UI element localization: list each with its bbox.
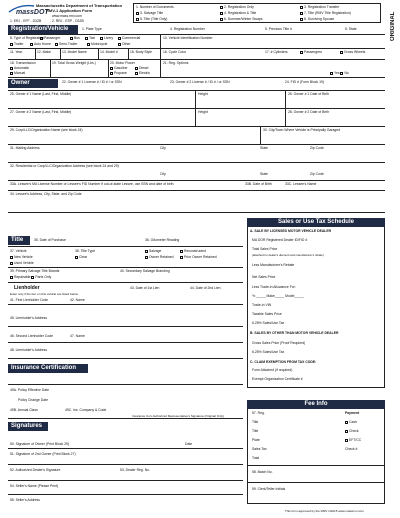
logo-text: massDOT: [16, 9, 49, 16]
owner1-sig-date: Date: [185, 442, 193, 446]
power-electric[interactable]: Electric: [139, 71, 151, 75]
second-lien-date-label: 44. Date of 2nd Lien: [190, 286, 221, 290]
seller-address-label: 55. Seller's Address: [10, 498, 40, 502]
checkbox[interactable]: [75, 256, 78, 259]
reg-type-autohome[interactable]: Auto Home: [34, 42, 51, 46]
tax-line-gross: Gross Sales Price (Proof Required): [252, 341, 306, 345]
power-gas[interactable]: Gasoline: [114, 66, 128, 70]
website: www.mass.rmv.com: [52, 14, 82, 18]
year-label: 11. Year: [10, 50, 23, 54]
sale-other-title: B. SALES BY OTHER THAN MOTOR VEHICLE DEALER: [250, 331, 339, 335]
model-number-label: 14. Model #: [100, 50, 118, 54]
brand-parts[interactable]: Parts Only: [35, 275, 52, 279]
checkbox[interactable]: [118, 43, 121, 46]
checkbox[interactable]: [85, 37, 88, 40]
title-type-label: 38. Title Type: [75, 249, 96, 253]
lienholder-address2-label: 48. Lienholder's Address: [10, 348, 48, 352]
checkbox[interactable]: [330, 72, 333, 75]
title-header: Title: [8, 236, 30, 245]
new-vehicle[interactable]: New Vehicle: [14, 255, 33, 259]
body-style-label: 15. Body Style: [130, 50, 152, 54]
res-state-label: State: [260, 172, 268, 176]
brand-repairable[interactable]: Repairable: [14, 275, 31, 279]
fee-title2-label: Title: [252, 429, 259, 433]
checkbox[interactable]: [345, 439, 348, 442]
make-label: 12. Make: [37, 50, 51, 54]
checkbox[interactable]: [300, 51, 303, 54]
tax-line-year-make: Yr._____ Make_____ Model_____: [252, 294, 304, 298]
checkbox[interactable]: [10, 67, 13, 70]
policy-change-label: Policy Change Date: [18, 398, 48, 402]
checkbox[interactable]: [345, 430, 348, 433]
exemption-title: C. CLAIM EXEMPTION FROM TAX CODE:: [250, 360, 317, 364]
checkbox[interactable]: [10, 43, 13, 46]
dealer-reg-label: 53. Dealer Reg. No.: [120, 468, 150, 472]
checkbox[interactable]: [135, 72, 138, 75]
checkbox[interactable]: [145, 250, 148, 253]
prev-title-label: 5. Previous Title #: [265, 27, 292, 31]
title-owner-retained[interactable]: Owner Retained: [149, 255, 174, 259]
checkbox[interactable]: [136, 18, 139, 21]
tax-line-other-tax: 6.25% Sales/Use Tax: [252, 350, 285, 354]
tax-line-trade-in: Less Trade-in Allowance For:: [252, 285, 296, 289]
residential-label: 32. Residential or Corp/LLC/Organization Address (see block 24 and 29): [10, 164, 119, 168]
tax-line-trade-vin: Trade-in VIN: [252, 303, 272, 307]
checkbox[interactable]: [220, 12, 223, 15]
policy-date-label: 49A. Policy Effective Date: [10, 388, 49, 392]
reg-type-other[interactable]: Other: [122, 42, 131, 46]
pay-check-number: Check #: [345, 447, 358, 451]
top-opt-7[interactable]: 3. Registration Transfer: [304, 5, 340, 9]
checkbox[interactable]: [135, 67, 138, 70]
reg-options-label: 21. Reg. Options: [163, 61, 189, 65]
reg-type-taxi[interactable]: Taxi: [89, 36, 96, 40]
checkbox[interactable]: [31, 276, 34, 279]
owner1-height-label: Height: [198, 92, 208, 96]
insurance-header: Insurance Certification: [8, 364, 88, 373]
checkbox[interactable]: [300, 12, 303, 15]
power-diesel[interactable]: Diesel: [139, 66, 149, 70]
lessee-id-label: 33A. Lessee's MA License Number or Lessee's FID Number if out-of-state Lessee, use SSN and date of birth: [10, 182, 174, 186]
tax-line-note: (attached for dealer's discount and manufacturer's rebate): [252, 253, 324, 257]
transmission-label: 18. Transmission: [10, 61, 36, 65]
used-vehicle[interactable]: Used Vehicle: [14, 261, 34, 265]
lien-name-label: 42. Name: [70, 298, 85, 302]
gross-wheels-label[interactable]: Gross Wheels: [344, 50, 366, 54]
power-propane[interactable]: Propane: [114, 71, 127, 75]
pay-cash[interactable]: Cash: [349, 420, 357, 424]
salvage-brands-label: 39. Primary Salvage Title Brands: [10, 269, 60, 273]
mailing-label: 31. Mailing Address: [10, 146, 40, 150]
mailing-zip-label: Zip Code: [310, 146, 324, 150]
fee-info-header: Fee Info: [247, 400, 385, 409]
lienholder-address-label: 45. Lienholder's Address: [10, 316, 48, 320]
checkbox[interactable]: [40, 37, 43, 40]
owner1-id-label: 22. Owner # 1 License # / ID # / or SSN: [62, 80, 122, 84]
checkbox[interactable]: [220, 6, 223, 9]
clerk-label: 59. Clerk/Teller Initials: [252, 487, 286, 491]
top-opt-3[interactable]: 3. Salvage Title: [140, 11, 164, 15]
tax-line-taxable: Taxable Sales Price: [252, 312, 282, 316]
footer-note: This form approved by the RMV 1/2015 www.massrmv.com: [285, 509, 364, 513]
reg-type-trailer[interactable]: Trailer: [14, 42, 24, 46]
checkbox[interactable]: [110, 72, 113, 75]
original-stamp: ORIGINAL: [390, 11, 396, 41]
yes-option[interactable]: Yes: [334, 71, 340, 75]
pay-eft[interactable]: EFT/CC: [349, 438, 362, 442]
fee-sales-tax-label: Sales Tax: [252, 447, 267, 451]
checkbox[interactable]: [10, 72, 13, 75]
reg-type-passenger[interactable]: Passenger: [44, 36, 61, 40]
checkbox[interactable]: [10, 276, 13, 279]
checkbox[interactable]: [340, 51, 343, 54]
form-code-1: 1. ERJ - EFF - D3ZB: [10, 19, 42, 23]
first-lien-date-label: 43. Date of 1st Lien: [130, 286, 160, 290]
checkbox[interactable]: [345, 421, 348, 424]
reg-type-bus[interactable]: Bus: [74, 36, 80, 40]
title-prior-owner[interactable]: Prior Owner Retained: [184, 255, 217, 259]
model-name-label: 13. Model Name: [62, 50, 87, 54]
owner1-name-label: 25. Owner # 1 Name (Last, First, Middle): [10, 92, 72, 96]
pay-check[interactable]: Check: [349, 429, 359, 433]
top-opt-9[interactable]: 8. Surviving Spouse: [304, 17, 335, 21]
checkbox[interactable]: [300, 18, 303, 21]
res-city-label: City: [160, 172, 166, 176]
checkbox[interactable]: [10, 256, 13, 259]
agency-name: Massachusetts Department of Transportation: [36, 3, 123, 8]
checkbox[interactable]: [118, 37, 121, 40]
annual-class-label: 49B. Annual Class: [10, 408, 38, 412]
lessee-address-label: 34. Lessee's Address, City, State, and Zip Code: [10, 192, 82, 196]
owner2-sig-label: 51. Signature of 2nd Owner (Print Block 27): [10, 452, 76, 456]
top-opt-6[interactable]: 6. Summer/Winter Swaps: [224, 17, 263, 21]
motor-power-label: 20. Motor Power: [110, 61, 135, 65]
ins-stamp-note: Insurance Co's Authorized Representative's Signature (Original Only): [132, 414, 224, 418]
tax-line-exempt-cert: Exempt Organization Certificate #: [252, 377, 303, 381]
trans-auto[interactable]: Automatic: [14, 66, 30, 70]
title-salvage[interactable]: Salvage: [149, 249, 162, 253]
payment-title: Payment: [345, 411, 360, 415]
fee-total-label: Total: [252, 456, 260, 460]
dealer-sig-label: 52. Authorized Dealer's Signature: [10, 468, 61, 472]
vin-label: 10. Vehicle Identification Number: [163, 36, 213, 40]
form-code-2: 2. RRJ - ESP - D3ZB: [52, 19, 84, 23]
owner-header: Owner: [8, 79, 58, 88]
owner2-id-label: 23. Owner # 2 License # / ID # / or SSN: [170, 80, 230, 84]
lien-name2-label: 47. Name: [70, 334, 85, 338]
reg-type-label: 8. Type of Registration: [10, 36, 44, 40]
reg-type-motorcycle[interactable]: Motorcycle: [91, 42, 108, 46]
cylinders-label: 17. # Cylinders: [265, 50, 288, 54]
owner1-dob-label: 26. Owner # 1 Date of Birth: [288, 92, 330, 96]
checkbox[interactable]: [145, 256, 148, 259]
tax-line-use-tax: 6.25% Sales/Use Tax: [252, 321, 285, 325]
top-opt-4[interactable]: 4. Registration & Title: [224, 11, 257, 15]
second-lien-code-label: 46. Second Lienholder Code: [10, 334, 53, 338]
checkbox[interactable]: [10, 262, 13, 265]
checkbox[interactable]: [30, 43, 33, 46]
owner2-dob-label: 28. Owner # 2 Date of Birth: [288, 110, 330, 114]
fee-title-label: Title: [252, 420, 259, 424]
ins-company-label: 49C. Ins. Company & Code: [65, 408, 107, 412]
fee-reg-label: 57. Reg.: [252, 411, 265, 415]
checkbox[interactable]: [300, 6, 303, 9]
title-reconstructed[interactable]: Reconstructed: [184, 249, 206, 253]
purchase-date-label: 35. Date of Purchase: [34, 238, 66, 242]
top-opt-5[interactable]: 5. Title (Title Only): [140, 17, 168, 21]
form-title: RMV-1 Application Form: [46, 8, 93, 13]
batch-label: 58. Batch No.: [252, 470, 273, 474]
owner1-sig-label: 50. Signature of Owner (Print Block 25): [10, 442, 69, 446]
checkbox[interactable]: [220, 18, 223, 21]
top-opt-8[interactable]: 7. Title (RMV Title Registration): [304, 11, 351, 15]
no-option[interactable]: No: [344, 71, 349, 75]
tax-line-dealer-id: MA DOR Registered Dealer ID/FID #: [252, 238, 308, 242]
lessee-name-label: 33C. Lessee's Name: [285, 182, 317, 186]
garage-town-label: 30. City/Town Where Vehicle is Principally Garaged: [263, 128, 341, 132]
vehicle-label: 37. Vehicle: [10, 249, 27, 253]
reg-type-livery[interactable]: Livery: [104, 36, 114, 40]
lessee-dob-label: 33B. Date of Birth: [245, 182, 272, 186]
sales-tax-header: Sales or Use Tax Schedule: [247, 218, 385, 227]
reg-type-semitrailer[interactable]: Semi-Trailer: [59, 42, 78, 46]
trans-manual[interactable]: Manual: [14, 71, 26, 75]
reg-number-label: 4. Registration Number: [170, 27, 205, 31]
registration-vehicle-header: Registration/Vehicle: [8, 25, 78, 34]
checkbox[interactable]: [110, 67, 113, 70]
plate-type-label: 1. Plate Type: [82, 27, 102, 31]
checkbox[interactable]: [180, 250, 183, 253]
gross-weight-label: 19. Total Gross Weight (Lbs.): [52, 61, 96, 65]
tax-line-total-price: Total Sales Price: [252, 247, 278, 251]
tax-line-net-price: Net Sales Price: [252, 275, 276, 279]
fid-label: 24. FID # (Form Block 19): [285, 80, 325, 84]
title-clear[interactable]: Clear: [79, 255, 88, 259]
owner2-height-label: Height: [198, 110, 208, 114]
lienholder-header: Lienholder: [14, 285, 40, 291]
fee-plate-label: Plate: [252, 438, 260, 442]
reg-type-commercial[interactable]: Commercial: [122, 36, 141, 40]
checkbox[interactable]: [55, 43, 58, 46]
corp-name-label: 29. Corp/LLC/Organization Name (see block 24): [10, 128, 83, 132]
seller-name-label: 54. Seller's Name (Please Print): [10, 484, 59, 488]
top-opt-1[interactable]: 1. Number of Documents: [136, 5, 174, 9]
color-label: 16. Cycle Color: [163, 50, 187, 54]
checkbox[interactable]: [87, 43, 90, 46]
mailing-state-label: State: [260, 146, 268, 150]
mailing-city-label: City: [160, 146, 166, 150]
state-label: 6. State: [345, 27, 357, 31]
checkbox[interactable]: [136, 12, 139, 15]
owner2-name-label: 27. Owner # 2 Name (Last, First, Middle): [10, 110, 72, 114]
checkbox[interactable]: [180, 256, 183, 259]
tax-line-form-attached: Form Attached (if required): [252, 368, 293, 372]
res-zip-label: Zip Code: [310, 172, 324, 176]
checkbox[interactable]: [100, 37, 103, 40]
signatures-header: Signatures: [8, 422, 48, 431]
sale-dealer-title: A. SALE BY LICENSED MOTOR VEHICLE DEALER: [250, 229, 332, 233]
lienholder-subtitle: Enter only if the lien on this vehicle are listed below: [10, 292, 78, 296]
passengers-label[interactable]: Passengers: [304, 50, 322, 54]
odometer-label: 36. Odometer Reading: [145, 238, 180, 242]
top-opt-2[interactable]: 2. Registration Only: [224, 5, 254, 9]
tax-line-rebate: Less Manufacturer's Rebate: [252, 263, 295, 267]
secondary-brands-label: 40. Secondary Salvage Branding: [120, 269, 170, 273]
checkbox[interactable]: [70, 37, 73, 40]
first-lien-code-label: 41. First Lienholder Code: [10, 298, 49, 302]
